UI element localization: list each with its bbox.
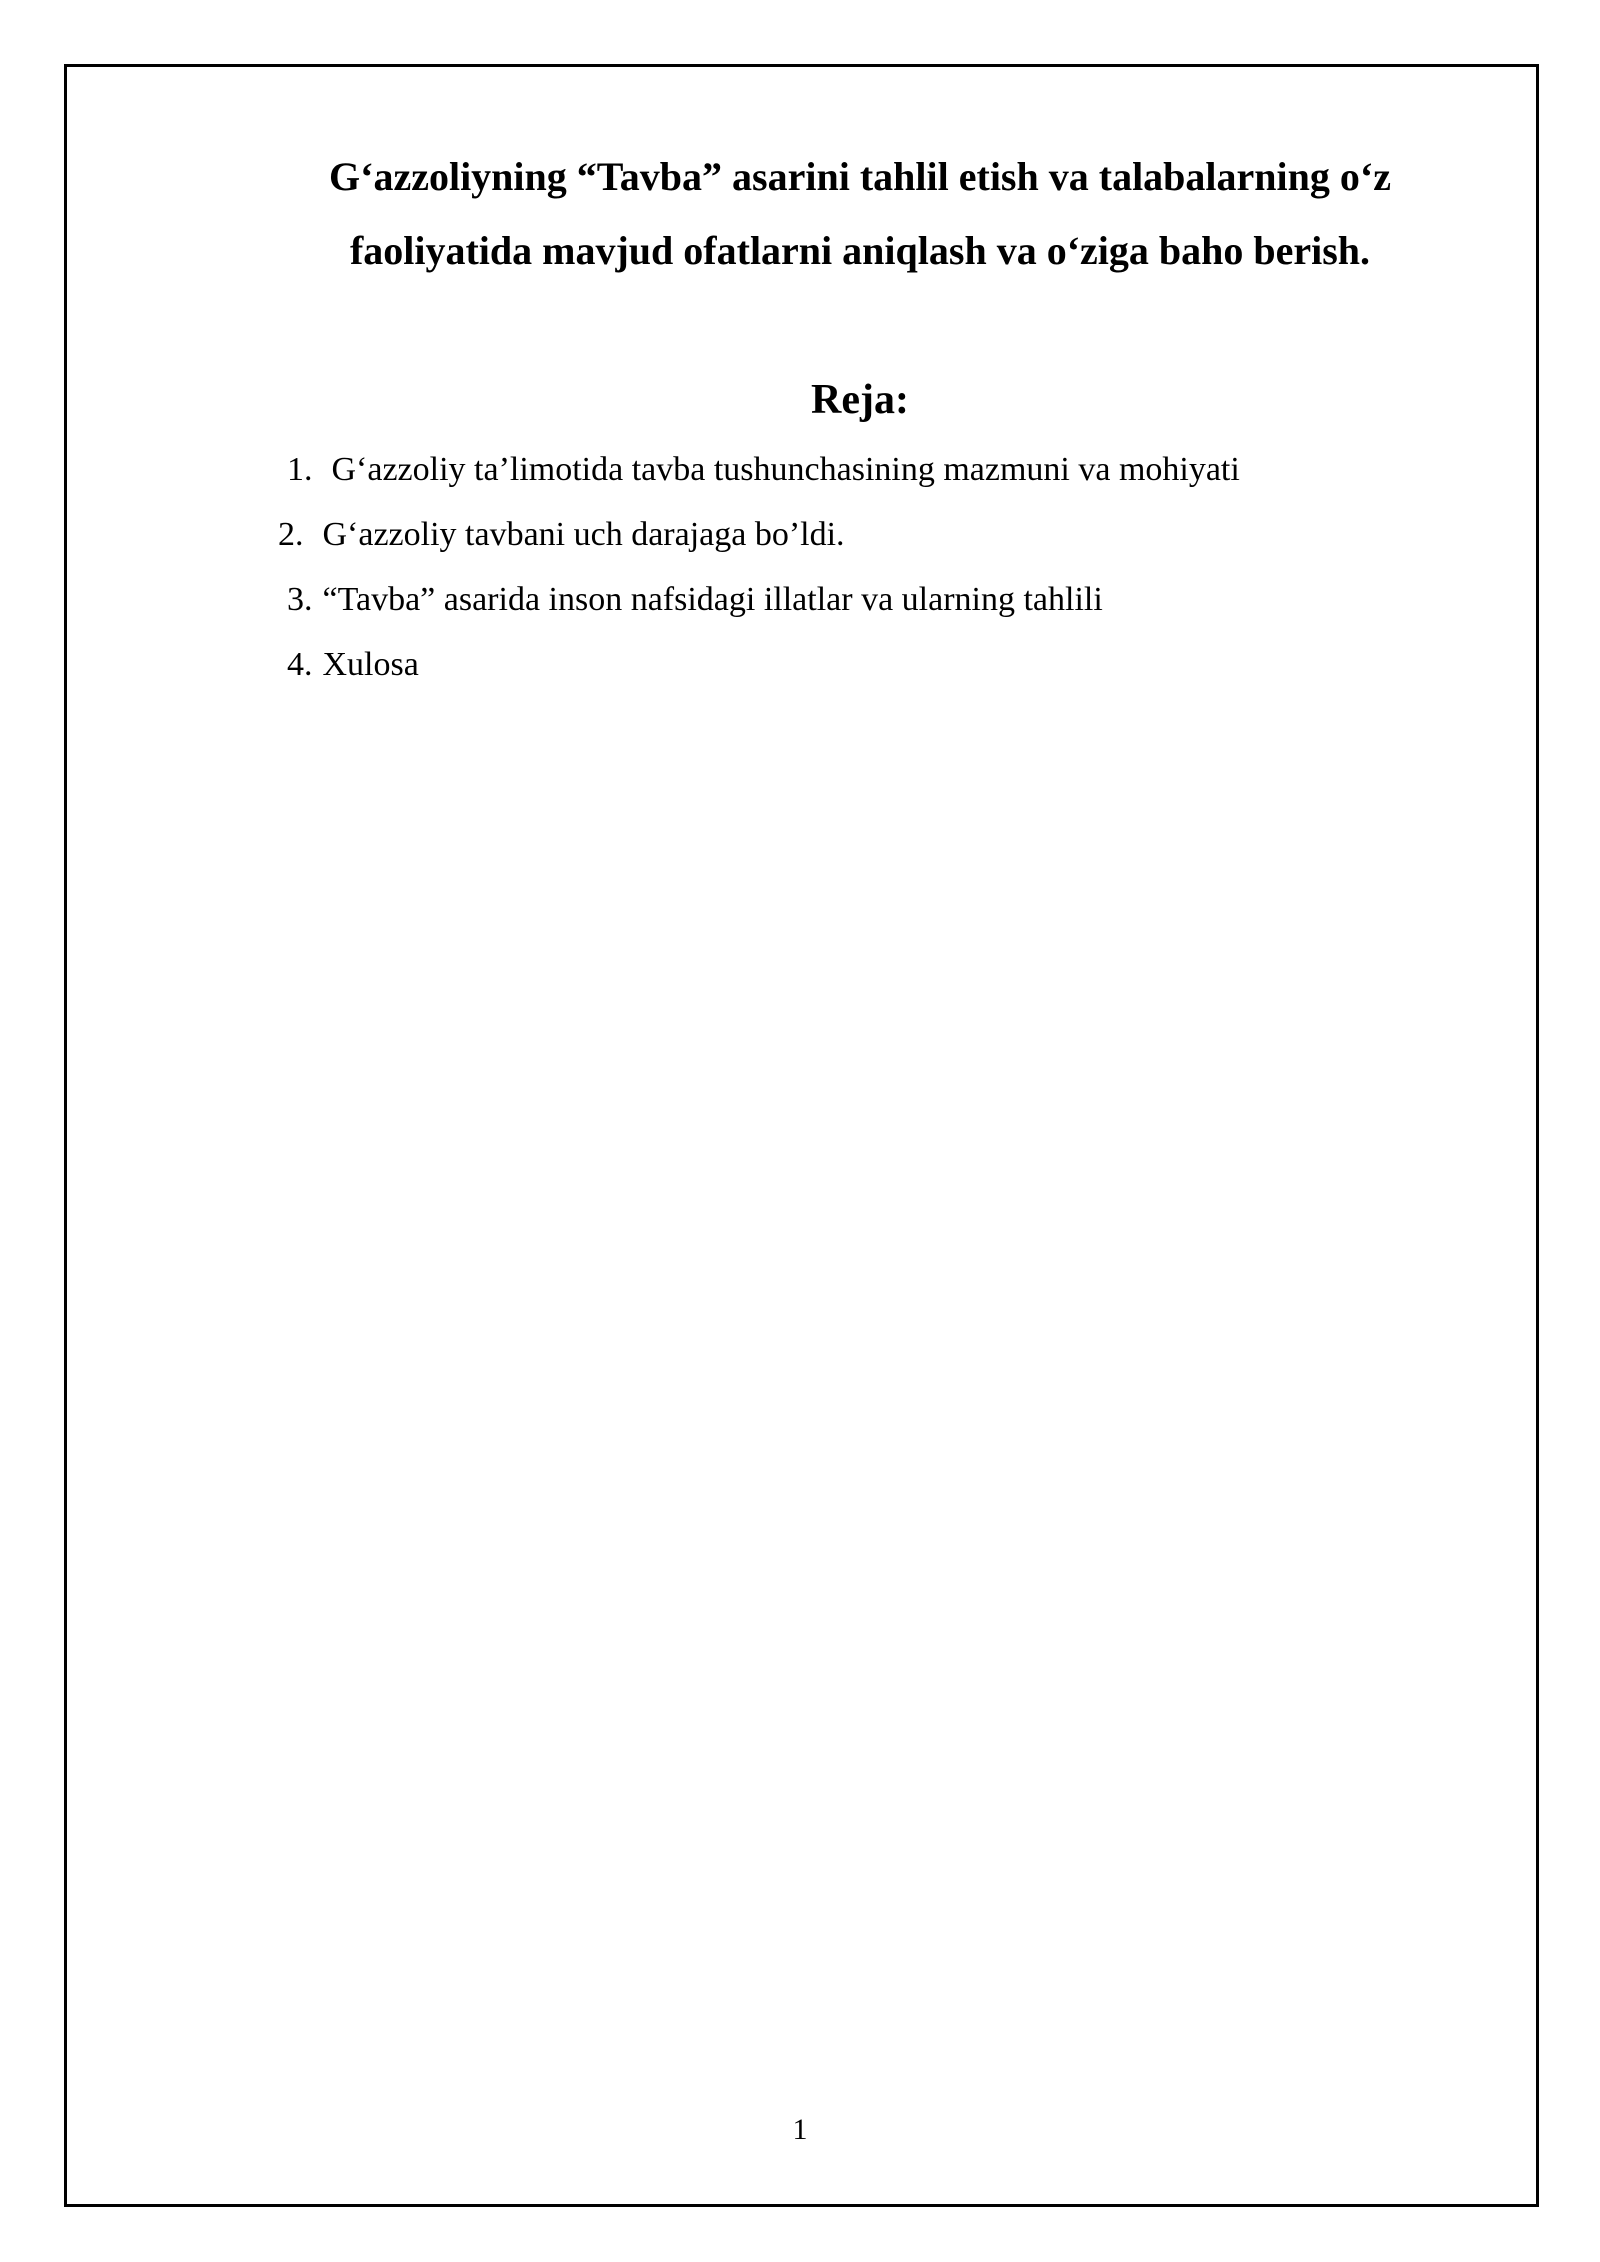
- document-title: [200, 140, 1520, 288]
- plan-item: [287, 445, 1240, 495]
- plan-item-number: 3.: [287, 581, 313, 618]
- page-number: 1: [792, 2113, 808, 2146]
- plan-item: [287, 640, 419, 690]
- plan-item: [278, 510, 845, 560]
- plan-item-text: Xulosa: [322, 646, 419, 683]
- document-title-line-2: faoliyatida mavjud ofatlarni aniqlash va o‘ziga baho berish.: [349, 228, 1371, 273]
- plan-item-number: 4.: [287, 646, 313, 683]
- plan-item: [287, 575, 1103, 625]
- plan-item-text: G‘azzoliy tavbani uch darajaga bo’ldi.: [322, 516, 845, 553]
- plan-item-text: G‘azzoliy ta’limotida tavba tushunchasining mazmuni va mohiyati: [331, 451, 1240, 488]
- plan-heading: Reja:: [811, 377, 909, 423]
- document-title-line-1: G‘azzoliyning “Tavba” asarini tahlil etish va talabalarning o‘z: [329, 154, 1391, 199]
- plan-item-number: 2.: [278, 516, 304, 553]
- plan-item-text: “Tavba” asarida inson nafsidagi illatlar va ularning tahlili: [322, 581, 1103, 618]
- plan-list: [0, 445, 1600, 725]
- plan-item-number: 1.: [287, 451, 313, 488]
